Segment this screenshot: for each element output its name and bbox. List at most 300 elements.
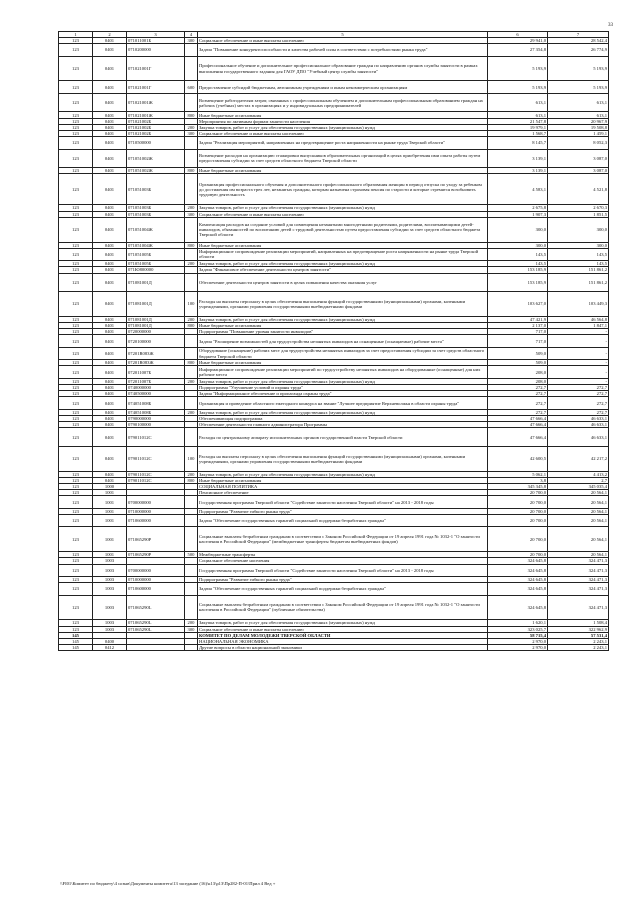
- target-article-cell: 071051002Ж: [127, 149, 185, 168]
- actual-value-cell: 324 471,3: [548, 595, 609, 620]
- actual-value-cell: -: [548, 366, 609, 378]
- description-cell: Информационное сопровождение реализации мероприятий по трудоустройству незанятых инвалидов на оборудованные (оснащенные) для них рабочие места: [198, 366, 488, 378]
- code-grbs-cell: 123: [59, 124, 93, 130]
- expense-type-cell: [185, 496, 198, 508]
- code-grbs-cell: 123: [59, 577, 93, 583]
- actual-value-cell: 613,1: [548, 112, 609, 118]
- description-cell: Другие вопросы в области национальной экономики: [198, 645, 488, 651]
- description-cell: Закупка товаров, работ и услуг для обеспечения государственных (муниципальных) нужд: [198, 409, 488, 415]
- plan-value-cell: 4 583,1: [488, 174, 548, 205]
- plan-value-cell: 20 700,0: [488, 496, 548, 508]
- actual-value-cell: 2 243,1: [548, 638, 609, 644]
- actual-value-cell: 103 449,3: [548, 292, 609, 317]
- code-grbs-cell: 123: [59, 205, 93, 211]
- description-cell: Расходы по центральному аппарату исполнительных органов государственной власти Тверской области: [198, 428, 488, 447]
- code-grbs-cell: 123: [59, 415, 93, 421]
- description-cell: Закупка товаров, работ и услуг для обеспечения государственных (муниципальных) нужд: [198, 316, 488, 322]
- code-grbs-cell: 123: [59, 428, 93, 447]
- section-cell: 1001: [93, 515, 127, 527]
- description-cell: Организация профессионального обучения и дополнительного профессионального образования женщин в период отпуска по уходу за ребенком до достижения им возраста трех лет, незанятых граждан, которым назначена страховая пенсия по старости и которые стремятся возобновить трудовую деятельность: [198, 174, 488, 205]
- target-article-cell: 079011012С: [127, 446, 185, 471]
- section-cell: 0401: [93, 248, 127, 260]
- code-grbs-cell: 123: [59, 316, 93, 322]
- plan-value-cell: 20 700,0: [488, 515, 548, 527]
- description-cell: Социальные выплаты безработным гражданам в соответствии с Законом Российской Федерации от 19 апреля 1991 года № 1032-1 "О занятости населения в Российской Федерации" (публичные обязательства): [198, 595, 488, 620]
- description-cell: Закупка товаров, работ и услуг для обеспечения государственных (муниципальных) нужд: [198, 124, 488, 130]
- target-article-cell: 071051005Б: [127, 248, 185, 260]
- description-cell: Закупка товаров, работ и услуг для обеспечения государственных (муниципальных) нужд: [198, 620, 488, 626]
- actual-value-cell: 143,5: [548, 248, 609, 260]
- actual-value-cell: 3 087,0: [548, 168, 609, 174]
- expense-type-cell: 100: [185, 292, 198, 317]
- target-article-cell: 071021002Б: [127, 124, 185, 130]
- expense-type-cell: [185, 397, 198, 409]
- section-cell: 0401: [93, 316, 127, 322]
- expense-type-cell: [185, 515, 198, 527]
- expense-type-cell: 200: [185, 620, 198, 626]
- plan-value-cell: 324 645,8: [488, 564, 548, 576]
- target-article-cell: 0720100000: [127, 335, 185, 347]
- actual-value-cell: 143,5: [548, 261, 609, 267]
- target-article-cell: 071065290L: [127, 595, 185, 620]
- plan-value-cell: 324 645,8: [488, 558, 548, 564]
- plan-value-cell: 5 193,9: [488, 56, 548, 81]
- target-article-cell: 074051008Б: [127, 397, 185, 409]
- description-cell: Задача "Реализация мероприятий, направленных на предотвращение роста напряженности на рынке труда Тверской области": [198, 137, 488, 149]
- target-article-cell: 0710600000: [127, 515, 185, 527]
- description-cell: Предоставление субсидий бюджетным, автономным учреждениям и иным некоммерческим организациям: [198, 81, 488, 93]
- section-cell: 0401: [93, 267, 127, 273]
- expense-type-cell: [185, 273, 198, 292]
- description-cell: Организация и проведение областного ежегодного конкурса на звание "Лучшее предприятие Верхневолжья в области охраны труда": [198, 397, 488, 409]
- section-cell: 1001: [93, 527, 127, 552]
- target-article-cell: 0740000000: [127, 385, 185, 391]
- plan-value-cell: 272,7: [488, 385, 548, 391]
- actual-value-cell: 272,7: [548, 397, 609, 409]
- actual-value-cell: 20 564,1: [548, 490, 609, 496]
- code-grbs-cell: 123: [59, 484, 93, 490]
- plan-value-cell: 29 941,0: [488, 38, 548, 44]
- description-cell: Расходы на выплаты персоналу в целях обеспечения выполнения функций государственными (муниципальными) органами, казенными учреждениями, органами управления государственными внебюджетными фондами: [198, 446, 488, 471]
- target-article-cell: 071065290Р: [127, 552, 185, 558]
- expense-type-cell: [185, 335, 198, 347]
- section-cell: 1001: [93, 508, 127, 514]
- code-grbs-cell: 123: [59, 81, 93, 93]
- code-grbs-cell: 123: [59, 583, 93, 595]
- section-cell: 1001: [93, 496, 127, 508]
- page-number: 33: [608, 23, 613, 28]
- table-row: [59, 44, 609, 56]
- section-cell: 0400: [93, 638, 127, 644]
- code-grbs-cell: 123: [59, 211, 93, 217]
- actual-value-cell: -: [548, 335, 609, 347]
- section-cell: 1001: [93, 490, 127, 496]
- target-article-cell: 072011007Б: [127, 378, 185, 384]
- target-article-cell: 0710000000: [127, 577, 185, 583]
- target-article-cell: 0710200000: [127, 44, 185, 56]
- description-cell: Возмещение работодателям затрат, связанных с профессиональным обучением и дополнительным профессиональным образованием граждан на рабочих (учебных) местах в организациях и у индивидуальных предпринимателей: [198, 93, 488, 112]
- target-article-cell: [127, 645, 185, 651]
- description-cell: Закупка товаров, работ и услуг для обеспечения государственных (муниципальных) нужд: [198, 471, 488, 477]
- plan-value-cell: 27 354,8: [488, 44, 548, 56]
- table-row: [59, 292, 609, 317]
- code-grbs-cell: 123: [59, 422, 93, 428]
- plan-value-cell: 5 193,9: [488, 81, 548, 93]
- code-grbs-cell: 123: [59, 471, 93, 477]
- section-cell: 0412: [93, 645, 127, 651]
- code-grbs-cell: 145: [59, 645, 93, 651]
- target-article-cell: 071051002Ж: [127, 168, 185, 174]
- description-cell: Иные бюджетные ассигнования: [198, 323, 488, 329]
- actual-value-cell: 3 087,0: [548, 149, 609, 168]
- header-cell: 6: [488, 32, 548, 38]
- description-cell: Профессиональное обучение и дополнительное профессиональное образование граждан по направлению органов службы занятости в рамках выполнения государственного задания для ГАОУ ДПО "Учебный центр службы занятости": [198, 56, 488, 81]
- target-article-cell: 071051003Б: [127, 174, 185, 205]
- code-grbs-cell: 123: [59, 56, 93, 81]
- table-row: [59, 645, 609, 651]
- plan-value-cell: 20 700,0: [488, 508, 548, 514]
- target-article-cell: 0720000000: [127, 329, 185, 335]
- description-cell: Задача "Расширение возможностей для трудоустройства незанятых инвалидов на оснащенные (оснащаемые) рабочие места": [198, 335, 488, 347]
- actual-value-cell: 151 861,2: [548, 273, 609, 292]
- description-cell: Задача "Финансовое обеспечение деятельности центров занятости": [198, 267, 488, 273]
- code-grbs-cell: 123: [59, 391, 93, 397]
- expense-type-cell: 300: [185, 211, 198, 217]
- target-article-cell: 079011012С: [127, 477, 185, 483]
- code-grbs-cell: 123: [59, 137, 93, 149]
- table-row: [59, 248, 609, 260]
- plan-value-cell: 272,7: [488, 397, 548, 409]
- section-cell: 0401: [93, 168, 127, 174]
- plan-value-cell: 20 700,0: [488, 552, 548, 558]
- actual-value-cell: 4 413,2: [548, 471, 609, 477]
- expense-type-cell: 800: [185, 360, 198, 366]
- code-grbs-cell: 123: [59, 515, 93, 527]
- section-cell: 0401: [93, 118, 127, 124]
- actual-value-cell: 272,7: [548, 409, 609, 415]
- plan-value-cell: 47 666,4: [488, 422, 548, 428]
- section-cell: 0401: [93, 44, 127, 56]
- budget-table: [58, 31, 609, 651]
- description-cell: Обеспечение деятельности центров занятости в целях повышения качества оказания услуг: [198, 273, 488, 292]
- actual-value-cell: 324 471,3: [548, 577, 609, 583]
- code-grbs-cell: 123: [59, 112, 93, 118]
- description-cell: Оборудование (оснащение) рабочих мест для трудоустройства незанятых инвалидов за счет предоставления субсидии за счет средств областного бюджета Тверской области: [198, 347, 488, 359]
- expense-type-cell: 800: [185, 112, 198, 118]
- target-article-cell: 0790000000: [127, 415, 185, 421]
- description-cell: Социальное обеспечение и иные выплаты населению: [198, 131, 488, 137]
- actual-value-cell: 1 459,1: [548, 131, 609, 137]
- plan-value-cell: 300,0: [488, 217, 548, 242]
- plan-value-cell: 324 645,8: [488, 583, 548, 595]
- actual-value-cell: 324 471,3: [548, 583, 609, 595]
- code-grbs-cell: 123: [59, 131, 93, 137]
- code-grbs-cell: 123: [59, 558, 93, 564]
- target-article-cell: 071051005Б: [127, 261, 185, 267]
- expense-type-cell: 800: [185, 477, 198, 483]
- plan-value-cell: 1 620,1: [488, 620, 548, 626]
- plan-value-cell: 509,0: [488, 347, 548, 359]
- actual-value-cell: 272,7: [548, 391, 609, 397]
- actual-value-cell: 46 633,1: [548, 428, 609, 447]
- table-row: [59, 335, 609, 347]
- section-cell: 0401: [93, 323, 127, 329]
- description-cell: Иные бюджетные ассигнования: [198, 168, 488, 174]
- header-cell: 3: [127, 32, 185, 38]
- plan-value-cell: 153 185,9: [488, 267, 548, 273]
- section-cell: 0401: [93, 329, 127, 335]
- expense-type-cell: 200: [185, 205, 198, 211]
- plan-value-cell: 47 421,9: [488, 316, 548, 322]
- expense-type-cell: 200: [185, 261, 198, 267]
- section-cell: 1003: [93, 595, 127, 620]
- code-grbs-cell: 123: [59, 261, 93, 267]
- description-cell: Социальные выплаты безработным гражданам в соответствии с Законом Российской Федерации от 19 апреля 1991 года № 1032-1 "О занятости населения в Российской Федерации" (межбюджетные трансферты бюджетам внебюджетных фондов): [198, 527, 488, 552]
- actual-value-cell: 300,0: [548, 242, 609, 248]
- table-row: [59, 515, 609, 527]
- expense-type-cell: 200: [185, 124, 198, 130]
- plan-value-cell: 42 600,5: [488, 446, 548, 471]
- target-article-cell: 071021001Г: [127, 56, 185, 81]
- section-cell: 0401: [93, 428, 127, 447]
- section-cell: 1003: [93, 564, 127, 576]
- section-cell: 0401: [93, 366, 127, 378]
- expense-type-cell: 300: [185, 131, 198, 137]
- plan-value-cell: 300,0: [488, 242, 548, 248]
- plan-value-cell: 20 700,0: [488, 490, 548, 496]
- actual-value-cell: -: [548, 329, 609, 335]
- plan-value-cell: 143,5: [488, 248, 548, 260]
- actual-value-cell: 613,1: [548, 93, 609, 112]
- code-grbs-cell: 123: [59, 360, 93, 366]
- actual-value-cell: 8 052,3: [548, 137, 609, 149]
- target-article-cell: 071065290L: [127, 620, 185, 626]
- expense-type-cell: [185, 366, 198, 378]
- section-cell: 0401: [93, 242, 127, 248]
- section-cell: 0401: [93, 93, 127, 112]
- description-cell: Информационное сопровождение реализации мероприятий, направленных на предотвращение роста напряженности на рынке труда Тверской области: [198, 248, 488, 260]
- description-cell: Государственная программа Тверской области "Содействие занятости населения Тверской области" на 2013 - 2018 годы: [198, 564, 488, 576]
- description-cell: КОМИТЕТ ПО ДЕЛАМ МОЛОДЕЖИ ТВЕРСКОЙ ОБЛАСТИ: [198, 632, 488, 638]
- table-row: [59, 595, 609, 620]
- target-article-cell: 071065290Р: [127, 527, 185, 552]
- actual-value-cell: 20 564,1: [548, 496, 609, 508]
- table-row: [59, 149, 609, 168]
- description-cell: Социальное обеспечение населения: [198, 558, 488, 564]
- code-grbs-cell: 123: [59, 118, 93, 124]
- description-cell: Подпрограмма "Развитие гибкого рынка труда": [198, 577, 488, 583]
- actual-value-cell: 20 967,9: [548, 118, 609, 124]
- section-cell: 0401: [93, 378, 127, 384]
- section-cell: 0401: [93, 174, 127, 205]
- description-cell: Иные бюджетные ассигнования: [198, 360, 488, 366]
- target-article-cell: 0740500000: [127, 391, 185, 397]
- target-article-cell: 071051004Ж: [127, 242, 185, 248]
- code-grbs-cell: 123: [59, 595, 93, 620]
- code-grbs-cell: 123: [59, 527, 93, 552]
- plan-value-cell: 717,0: [488, 329, 548, 335]
- table-row: [59, 446, 609, 471]
- plan-value-cell: 323 025,7: [488, 626, 548, 632]
- section-cell: 0401: [93, 205, 127, 211]
- target-article-cell: 079011012С: [127, 428, 185, 447]
- code-grbs-cell: 123: [59, 347, 93, 359]
- description-cell: Государственная программа Тверской области "Содействие занятости населения Тверской области" на 2013 - 2018 годы: [198, 496, 488, 508]
- expense-type-cell: 200: [185, 471, 198, 477]
- table-row: [59, 583, 609, 595]
- plan-value-cell: 324 645,8: [488, 595, 548, 620]
- actual-value-cell: 272,7: [548, 385, 609, 391]
- expense-type-cell: 800: [185, 323, 198, 329]
- code-grbs-cell: 123: [59, 496, 93, 508]
- description-cell: Подпрограмма "Повышение уровня занятости инвалидов": [198, 329, 488, 335]
- section-cell: 0401: [93, 149, 127, 168]
- actual-value-cell: 20 564,1: [548, 527, 609, 552]
- code-grbs-cell: 123: [59, 508, 93, 514]
- plan-value-cell: 143,5: [488, 261, 548, 267]
- header-cell: 7: [548, 32, 609, 38]
- code-grbs-cell: 123: [59, 385, 93, 391]
- code-grbs-cell: 123: [59, 242, 93, 248]
- expense-type-cell: 200: [185, 316, 198, 322]
- expense-type-cell: [185, 583, 198, 595]
- section-cell: 0401: [93, 38, 127, 44]
- plan-value-cell: 272,7: [488, 409, 548, 415]
- expense-type-cell: [185, 645, 198, 651]
- description-cell: Закупка товаров, работ и услуг для обеспечения государственных (муниципальных) нужд: [198, 261, 488, 267]
- code-grbs-cell: 123: [59, 174, 93, 205]
- code-grbs-cell: 123: [59, 149, 93, 168]
- code-grbs-cell: 123: [59, 626, 93, 632]
- target-article-cell: 0700000000: [127, 496, 185, 508]
- target-article-cell: 071051003Б: [127, 205, 185, 211]
- plan-value-cell: 2 970,0: [488, 638, 548, 644]
- expense-type-cell: 300: [185, 626, 198, 632]
- table-row: [59, 81, 609, 93]
- description-cell: Социальное обеспечение и иные выплаты населению: [198, 38, 488, 44]
- section-cell: 1000: [93, 484, 127, 490]
- plan-value-cell: 103 627,0: [488, 292, 548, 317]
- actual-value-cell: -: [548, 360, 609, 366]
- code-grbs-cell: 123: [59, 273, 93, 292]
- code-grbs-cell: 123: [59, 292, 93, 317]
- actual-value-cell: 20 564,1: [548, 552, 609, 558]
- plan-value-cell: 345 345,8: [488, 484, 548, 490]
- actual-value-cell: 5 193,9: [548, 81, 609, 93]
- header-cell: 4: [185, 32, 198, 38]
- code-grbs-cell: 123: [59, 620, 93, 626]
- plan-value-cell: 20 700,0: [488, 527, 548, 552]
- expense-type-cell: 200: [185, 378, 198, 384]
- plan-value-cell: 2 970,0: [488, 645, 548, 651]
- target-article-cell: 072011007Б: [127, 366, 185, 378]
- section-cell: 0401: [93, 415, 127, 421]
- table-row: [59, 564, 609, 576]
- code-grbs-cell: 123: [59, 44, 93, 56]
- code-grbs-cell: 123: [59, 552, 93, 558]
- code-grbs-cell: 123: [59, 38, 93, 44]
- section-cell: 0401: [93, 335, 127, 347]
- table-row: [59, 527, 609, 552]
- code-grbs-cell: 123: [59, 329, 93, 335]
- plan-value-cell: 272,7: [488, 391, 548, 397]
- target-article-cell: 0700000000: [127, 564, 185, 576]
- section-cell: 1003: [93, 583, 127, 595]
- description-cell: Расходы на выплаты персоналу в целях обеспечения выполнения функций государственными (муниципальными) органами, казенными учреждениями, органами управления государственными внебюджетными фондами: [198, 292, 488, 317]
- description-cell: НАЦИОНАЛЬНАЯ ЭКОНОМИКА: [198, 638, 488, 644]
- actual-value-cell: 324 471,3: [548, 564, 609, 576]
- section-cell: 0401: [93, 273, 127, 292]
- description-cell: Подпрограмма "Развитие гибкого рынка труда": [198, 508, 488, 514]
- plan-value-cell: 19 979,1: [488, 124, 548, 130]
- section-cell: 0401: [93, 217, 127, 242]
- actual-value-cell: 322 962,9: [548, 626, 609, 632]
- target-article-cell: 079011012С: [127, 471, 185, 477]
- description-cell: Задача "Повышение конкурентоспособности и качества рабочей силы в соответствии с потребностями рынка труда": [198, 44, 488, 56]
- target-article-cell: 071081001Д: [127, 273, 185, 292]
- plan-value-cell: 3 139,1: [488, 149, 548, 168]
- actual-value-cell: 1 851,5: [548, 211, 609, 217]
- description-cell: Обеспечивающая подпрограмма: [198, 415, 488, 421]
- expense-type-cell: [185, 56, 198, 81]
- section-cell: 1001: [93, 552, 127, 558]
- description-cell: СОЦИАЛЬНАЯ ПОЛИТИКА: [198, 484, 488, 490]
- actual-value-cell: 151 861,2: [548, 267, 609, 273]
- footer-file-path: \\FI01\Комитет по бюджету\4 созыв\Документы комитета\13 заседание (16)\к13\р13\Пр282-П-01\Прил 4 Вед +: [60, 881, 276, 886]
- section-cell: 1003: [93, 620, 127, 626]
- table-row: [59, 174, 609, 205]
- section-cell: 0401: [93, 446, 127, 471]
- expense-type-cell: [185, 428, 198, 447]
- expense-type-cell: 500: [185, 552, 198, 558]
- table-row: [59, 496, 609, 508]
- section-cell: 0401: [93, 56, 127, 81]
- target-article-cell: 071021001Ж: [127, 93, 185, 112]
- table-row: [59, 56, 609, 81]
- section-cell: 0401: [93, 385, 127, 391]
- actual-value-cell: 2,7: [548, 477, 609, 483]
- code-grbs-cell: 123: [59, 335, 93, 347]
- section-cell: 1003: [93, 577, 127, 583]
- section-cell: 1003: [93, 626, 127, 632]
- plan-value-cell: 717,0: [488, 335, 548, 347]
- target-article-cell: 071081001Д: [127, 292, 185, 317]
- expense-type-cell: [185, 595, 198, 620]
- expense-type-cell: [185, 527, 198, 552]
- target-article-cell: 071021002Б: [127, 131, 185, 137]
- target-article-cell: 071051003Б: [127, 211, 185, 217]
- actual-value-cell: 46 633,1: [548, 422, 609, 428]
- code-grbs-cell: 123: [59, 217, 93, 242]
- plan-value-cell: 208,0: [488, 366, 548, 378]
- actual-value-cell: 2 670,3: [548, 205, 609, 211]
- table-row: [59, 347, 609, 359]
- code-grbs-cell: 123: [59, 378, 93, 384]
- section-cell: 0401: [93, 261, 127, 267]
- plan-value-cell: 613,1: [488, 112, 548, 118]
- code-grbs-cell: 123: [59, 267, 93, 273]
- plan-value-cell: 47 666,4: [488, 415, 548, 421]
- table-row: [59, 428, 609, 447]
- section-cell: 0401: [93, 422, 127, 428]
- section-cell: 0401: [93, 409, 127, 415]
- expense-type-cell: [185, 217, 198, 242]
- actual-value-cell: 5 193,9: [548, 56, 609, 81]
- description-cell: Социальное обеспечение и иные выплаты населению: [198, 626, 488, 632]
- actual-value-cell: 1 508,4: [548, 620, 609, 626]
- table-row: [59, 397, 609, 409]
- section-cell: 0401: [93, 477, 127, 483]
